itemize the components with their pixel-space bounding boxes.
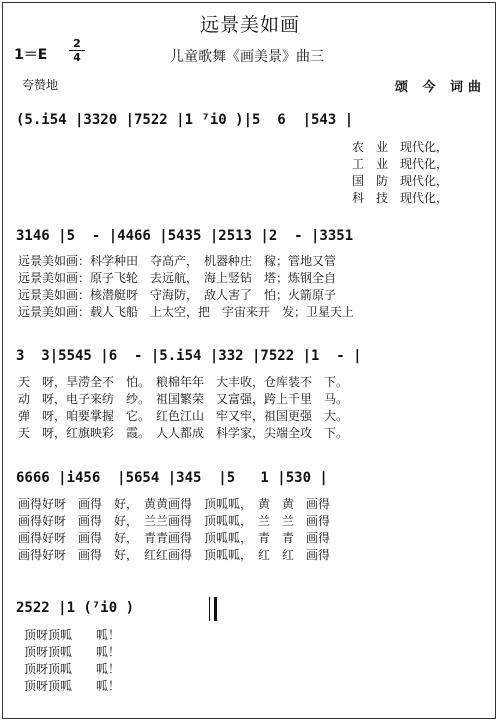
song-title: 远景美如画 [199, 14, 300, 36]
lyric-row-2-verse-1: 远景美如画：科学种田 夺高产， 机器种庄 稼；管地又管 [18, 254, 337, 268]
lyric-row-5-verse-1: 顶呀顶呱 呱！ [24, 628, 121, 642]
lyric-row-4-verse-3: 画得好呀 画得 好， 青青画得 顶呱呱， 青 青 画得 [18, 531, 331, 545]
notation-row-3: 3 3|5545 |6 - |5.i54 |332 |7522 |1 - | [16, 348, 362, 364]
lyric-row-3-verse-2: 动 呀，电子来纺 纱。 祖国繁荣 又富强，跨上千里 马。 [18, 392, 349, 406]
final-barline-thin [209, 597, 210, 621]
notation-row-1: (5.i54 |3320 |7522 |1 ⁷i0 )|5 6 |543 | [16, 112, 354, 128]
tempo-marking: 夸赞地 [22, 78, 59, 92]
composer-credit: 颂 今 词曲 [395, 80, 487, 95]
meter-top: 2 [73, 37, 81, 50]
meter-bottom: 4 [73, 51, 81, 64]
lyric-row-1-verse-4: 科 技 现代化， [352, 191, 449, 205]
lyric-row-4-verse-1: 画得好呀 画得 好， 黄黄画得 顶呱呱， 黄 黄 画得 [18, 497, 331, 511]
song-subtitle: 儿童歌舞《画美景》曲三 [170, 49, 324, 65]
lyric-row-1-verse-3: 国 防 现代化， [352, 174, 449, 188]
time-signature [69, 38, 85, 63]
lyric-row-3-verse-3: 弹 呀，咱要掌握 它。 红色江山 牢又牢，祖国更强 大。 [18, 409, 349, 423]
lyric-row-2-verse-4: 远景美如画：载人飞船 上太空，把 宇宙来开 发；卫星天上 [18, 305, 355, 319]
key-signature: 1＝E [14, 47, 48, 63]
lyric-row-1-verse-2: 工 业 现代化， [352, 157, 449, 171]
lyric-row-1-verse-1: 农 业 现代化， [352, 140, 449, 154]
notation-row-4: 6666 |i456 |5654 |345 |5 1 |530 | [16, 470, 328, 486]
lyric-row-4-verse-2: 画得好呀 画得 好， 兰兰画得 顶呱呱， 兰 兰 画得 [18, 514, 331, 528]
lyric-row-3-verse-1: 天 呀，旱涝全不 怕。 粮棉年年 大丰收，仓库装不 下。 [18, 375, 349, 389]
lyric-row-3-verse-4: 天 呀，红旗映彩 霞。 人人都成 科学家，尖端全攻 下。 [18, 426, 349, 440]
lyric-row-5-verse-4: 顶呀顶呱 呱！ [24, 679, 121, 693]
notation-row-5: 2522 |1 (⁷i0 ) [16, 600, 135, 616]
lyric-row-5-verse-3: 顶呀顶呱 呱！ [24, 662, 121, 676]
lyric-row-5-verse-2: 顶呀顶呱 呱！ [24, 645, 121, 659]
lyric-row-2-verse-3: 远景美如画：核潜艇呀 守海防， 敌人害了 怕；火箭原子 [18, 288, 337, 302]
lyric-row-2-verse-2: 远景美如画：原子飞轮 去远航， 海上竖钻 塔；炼钢全自 [18, 271, 337, 285]
lyric-row-4-verse-4: 画得好呀 画得 好， 红红画得 顶呱呱， 红 红 画得 [18, 548, 331, 562]
notation-row-2: 3146 |5 - |4466 |5435 |2513 |2 - |3351 [16, 228, 354, 244]
final-barline-thick [214, 597, 217, 621]
